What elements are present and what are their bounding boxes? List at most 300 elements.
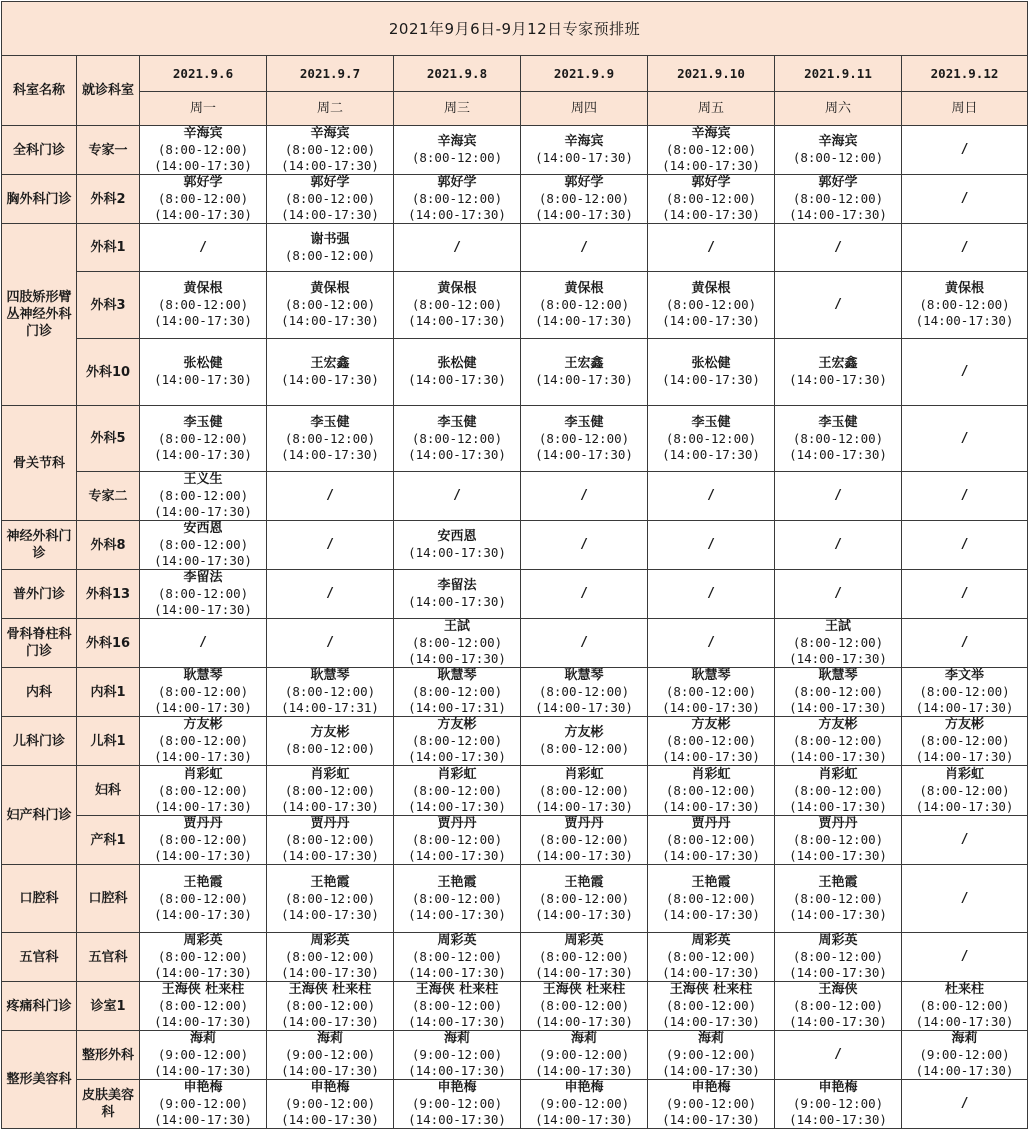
doctor-name: 肖彩虹 — [564, 766, 604, 782]
doctor-name: 周彩英 — [691, 933, 731, 948]
shift-time: (8:00-12:00) — [157, 430, 249, 446]
shift-time: (9:00-12:00) — [538, 1047, 630, 1062]
weekday-header: 周二 — [267, 92, 394, 126]
shift-time: (8:00-12:00) — [665, 733, 757, 748]
schedule-cell — [394, 1080, 521, 1129]
schedule-cell — [267, 570, 394, 619]
schedule-cell — [140, 816, 267, 865]
shift-time: (14:00-17:30) — [662, 848, 760, 863]
schedule-row — [2, 766, 1028, 816]
shift-time: (14:00-17:30) — [408, 906, 506, 922]
shift-time: (14:00-17:31) — [408, 700, 506, 715]
shift-time: (14:00-17:30) — [281, 798, 379, 814]
schedule-cell — [140, 272, 267, 339]
schedule-cell — [775, 570, 902, 619]
department-name: 口腔科 — [2, 865, 77, 933]
doctor-name: 谢书强 — [310, 231, 350, 247]
shift-time: (14:00-17:30) — [281, 1014, 379, 1029]
doctor-name: 方友彬 — [564, 725, 604, 740]
doctor-name: 海莉 — [697, 1031, 724, 1046]
shift-time: (14:00-17:30) — [535, 446, 633, 462]
shift-time: (8:00-12:00) — [665, 949, 757, 964]
shift-time: (8:00-12:00) — [538, 684, 630, 699]
shift-time: (14:00-17:30) — [535, 906, 633, 922]
department-name: 胸外科门诊 — [2, 175, 77, 224]
schedule-cell — [394, 406, 521, 472]
shift-time: (8:00-12:00) — [284, 142, 376, 157]
no-shift-mark: / — [960, 1096, 969, 1111]
shift-time: (14:00-17:30) — [154, 1063, 252, 1078]
schedule-cell — [267, 1080, 394, 1129]
no-shift-mark: / — [834, 586, 842, 601]
doctor-name: 王宏鑫 — [818, 356, 858, 371]
schedule-cell — [394, 175, 521, 224]
shift-time: (14:00-17:30) — [535, 313, 633, 328]
schedule-cell — [394, 619, 521, 668]
schedule-cell — [267, 175, 394, 224]
no-shift-mark: / — [834, 488, 842, 503]
no-shift-mark: / — [326, 488, 334, 503]
schedule-cell — [394, 982, 521, 1031]
department-name: 骨科脊柱科门诊 — [2, 619, 77, 668]
schedule-cell — [267, 406, 394, 472]
weekday-header: 周四 — [521, 92, 648, 126]
department-name: 整形美容科 — [2, 1031, 77, 1129]
doctor-name: 贾丹丹 — [818, 816, 858, 831]
date-header: 2021.9.9 — [521, 56, 648, 92]
doctor-name: 肖彩虹 — [437, 766, 477, 782]
schedule-cell — [648, 272, 775, 339]
doctor-name: 王艳霞 — [564, 874, 604, 890]
shift-time: (14:00-17:30) — [662, 1112, 760, 1127]
schedule-cell — [902, 472, 1028, 521]
shift-time: (8:00-12:00) — [411, 949, 503, 964]
shift-time: (14:00-17:30) — [662, 749, 760, 764]
shift-time: (8:00-12:00) — [157, 488, 249, 503]
schedule-row — [2, 339, 1028, 406]
shift-time: (14:00-17:30) — [662, 1063, 760, 1078]
doctor-name: 李留法 — [437, 578, 477, 593]
schedule-cell — [775, 717, 902, 766]
shift-time: (9:00-12:00) — [919, 1047, 1010, 1062]
schedule-cell — [648, 126, 775, 175]
doctor-name: 王宏鑫 — [310, 356, 350, 371]
shift-time: (14:00-17:30) — [915, 313, 1014, 328]
clinic-room: 外科10 — [77, 339, 140, 406]
schedule-cell — [775, 982, 902, 1031]
schedule-row — [2, 570, 1028, 619]
schedule-cell — [267, 668, 394, 717]
schedule-cell — [902, 272, 1028, 339]
schedule-cell — [521, 175, 648, 224]
doctor-name: 耿慧琴 — [183, 668, 223, 683]
doctor-name: 申艳梅 — [818, 1080, 858, 1095]
shift-time: (14:00-17:30) — [662, 906, 760, 922]
schedule-cell — [394, 668, 521, 717]
doctor-name: 申艳梅 — [183, 1080, 223, 1095]
doctor-name: 方友彬 — [310, 725, 350, 740]
date-header: 2021.9.7 — [267, 56, 394, 92]
no-shift-mark: / — [960, 430, 969, 446]
schedule-cell — [140, 865, 267, 933]
doctor-name: 耿慧琴 — [310, 668, 350, 683]
shift-time: (8:00-12:00) — [411, 890, 503, 906]
doctor-name: 辛海宾 — [564, 134, 604, 149]
shift-time: (14:00-17:30) — [408, 207, 506, 222]
shift-time: (14:00-17:30) — [154, 553, 252, 568]
schedule-cell — [775, 766, 902, 816]
department-name: 骨关节科 — [2, 406, 77, 521]
shift-time: (8:00-12:00) — [284, 782, 376, 798]
shift-time: (9:00-12:00) — [284, 1047, 376, 1062]
shift-time: (14:00-17:30) — [281, 446, 379, 462]
schedule-cell — [267, 982, 394, 1031]
schedule-cell — [775, 816, 902, 865]
schedule-cell — [775, 406, 902, 472]
schedule-row — [2, 224, 1028, 272]
shift-time: (14:00-17:30) — [154, 906, 252, 922]
doctor-name: 王海侠 — [818, 982, 858, 997]
shift-time: (14:00-17:30) — [662, 965, 760, 980]
date-header: 2021.9.12 — [902, 56, 1028, 92]
schedule-cell — [521, 339, 648, 406]
shift-time: (14:00-17:30) — [535, 798, 633, 814]
schedule-cell — [521, 619, 648, 668]
shift-time: (9:00-12:00) — [411, 1096, 503, 1111]
shift-time: (14:00-17:30) — [154, 446, 252, 462]
shift-time: (8:00-12:00) — [411, 635, 503, 650]
shift-time: (8:00-12:00) — [284, 890, 376, 906]
doctor-name: 郭好学 — [437, 175, 477, 190]
shift-time: (14:00-17:30) — [408, 749, 506, 764]
no-shift-mark: / — [326, 537, 334, 552]
header-clinic-room: 就诊科室 — [77, 56, 140, 126]
shift-time: (9:00-12:00) — [157, 1096, 249, 1111]
shift-time: (8:00-12:00) — [284, 247, 376, 263]
shift-time: (8:00-12:00) — [665, 142, 757, 157]
schedule-cell — [521, 933, 648, 982]
schedule-cell — [902, 933, 1028, 982]
no-shift-mark: / — [960, 191, 969, 206]
no-shift-mark: / — [960, 832, 969, 847]
schedule-row — [2, 472, 1028, 521]
shift-time: (14:00-17:30) — [662, 700, 760, 715]
doctor-name: 申艳梅 — [437, 1080, 477, 1095]
shift-time: (14:00-17:31) — [281, 700, 379, 715]
shift-time: (14:00-17:30) — [408, 594, 506, 609]
doctor-name: 辛海宾 — [818, 134, 858, 149]
schedule-cell — [267, 816, 394, 865]
shift-time: (14:00-17:30) — [789, 446, 887, 462]
shift-time: (8:00-12:00) — [284, 191, 376, 206]
doctor-name: 周彩英 — [183, 933, 223, 948]
shift-time: (14:00-17:30) — [408, 965, 506, 980]
schedule-row — [2, 406, 1028, 472]
shift-time: (8:00-12:00) — [792, 733, 884, 748]
schedule-cell — [902, 668, 1028, 717]
doctor-name: 周彩英 — [564, 933, 604, 948]
no-shift-mark: / — [707, 488, 715, 503]
doctor-name: 安西恩 — [437, 529, 477, 544]
doctor-name: 王海侠 杜来柱 — [542, 982, 626, 997]
shift-time: (8:00-12:00) — [665, 998, 757, 1013]
schedule-cell — [648, 1031, 775, 1080]
no-shift-mark: / — [199, 239, 207, 255]
schedule-cell — [902, 816, 1028, 865]
shift-time: (14:00-17:30) — [915, 749, 1014, 764]
doctor-name: 王宏鑫 — [564, 356, 604, 371]
schedule-table — [1, 1, 1028, 1129]
no-shift-mark: / — [834, 537, 842, 552]
schedule-cell — [140, 175, 267, 224]
weekday-header: 周三 — [394, 92, 521, 126]
shift-time: (14:00-17:30) — [789, 372, 887, 387]
doctor-name: 肖彩虹 — [691, 766, 731, 782]
doctor-name: 肖彩虹 — [183, 766, 223, 782]
shift-time: (8:00-12:00) — [411, 684, 503, 699]
clinic-room: 外科8 — [77, 521, 140, 570]
schedule-cell — [140, 570, 267, 619]
doctor-name: 王海侠 杜来柱 — [669, 982, 753, 997]
shift-time: (14:00-17:30) — [281, 965, 379, 980]
clinic-room: 外科3 — [77, 272, 140, 339]
clinic-room: 妇科 — [77, 766, 140, 816]
doctor-name: 申艳梅 — [310, 1080, 350, 1095]
shift-time: (14:00-17:30) — [408, 1063, 506, 1078]
schedule-cell — [140, 1080, 267, 1129]
shift-time: (14:00-17:30) — [281, 1063, 379, 1078]
schedule-cell — [775, 865, 902, 933]
shift-time: (8:00-12:00) — [792, 150, 884, 165]
shift-time: (8:00-12:00) — [538, 782, 630, 798]
schedule-cell — [140, 933, 267, 982]
schedule-cell — [140, 126, 267, 175]
doctor-name: 郭好学 — [691, 175, 731, 190]
shift-time: (8:00-12:00) — [411, 191, 503, 206]
doctor-name: 海莉 — [951, 1031, 978, 1046]
no-shift-mark: / — [707, 537, 715, 552]
no-shift-mark: / — [580, 239, 588, 255]
schedule-cell — [267, 865, 394, 933]
schedule-row — [2, 816, 1028, 865]
clinic-room: 外科5 — [77, 406, 140, 472]
shift-time: (8:00-12:00) — [792, 949, 884, 964]
no-shift-mark: / — [707, 586, 715, 601]
shift-time: (8:00-12:00) — [157, 832, 249, 847]
shift-time: (9:00-12:00) — [665, 1047, 757, 1062]
shift-time: (14:00-17:30) — [662, 446, 760, 462]
shift-time: (9:00-12:00) — [665, 1096, 757, 1111]
doctor-name: 张松健 — [437, 356, 477, 371]
shift-time: (14:00-17:30) — [154, 798, 252, 814]
doctor-name: 方友彬 — [818, 717, 858, 732]
schedule-cell — [521, 816, 648, 865]
shift-time: (14:00-17:30) — [154, 1112, 252, 1127]
doctor-name: 肖彩虹 — [310, 766, 350, 782]
doctor-name: 郭好学 — [818, 175, 858, 190]
schedule-cell — [521, 766, 648, 816]
doctor-name: 王艳霞 — [437, 874, 477, 890]
shift-time: (8:00-12:00) — [538, 297, 630, 312]
doctor-name: 王海侠 杜来柱 — [288, 982, 372, 997]
shift-time: (8:00-12:00) — [157, 890, 249, 906]
doctor-name: 张松健 — [183, 356, 223, 371]
department-name: 儿科门诊 — [2, 717, 77, 766]
shift-time: (14:00-17:30) — [154, 158, 252, 173]
schedule-cell — [521, 865, 648, 933]
shift-time: (14:00-17:30) — [281, 372, 379, 387]
shift-time: (14:00-17:30) — [535, 700, 633, 715]
no-shift-mark: / — [834, 1047, 842, 1062]
schedule-cell — [140, 521, 267, 570]
shift-time: (8:00-12:00) — [157, 586, 249, 601]
schedule-cell — [902, 766, 1028, 816]
schedule-cell — [521, 717, 648, 766]
doctor-name: 李玉健 — [818, 414, 858, 430]
schedule-row — [2, 668, 1028, 717]
no-shift-mark: / — [960, 537, 969, 552]
shift-time: (14:00-17:30) — [535, 207, 633, 222]
schedule-cell — [394, 717, 521, 766]
doctor-name: 王試 — [824, 619, 851, 634]
shift-time: (14:00-17:30) — [281, 848, 379, 863]
schedule-cell — [775, 175, 902, 224]
schedule-cell — [267, 619, 394, 668]
shift-time: (8:00-12:00) — [157, 142, 249, 157]
shift-time: (14:00-17:30) — [789, 798, 887, 814]
date-header: 2021.9.6 — [140, 56, 267, 92]
no-shift-mark: / — [453, 239, 461, 255]
doctor-name: 李玉健 — [691, 414, 731, 430]
schedule-cell — [775, 619, 902, 668]
schedule-cell — [394, 570, 521, 619]
department-name: 五官科 — [2, 933, 77, 982]
shift-time: (8:00-12:00) — [665, 297, 757, 312]
no-shift-mark: / — [580, 488, 588, 503]
schedule-cell — [902, 521, 1028, 570]
schedule-cell — [267, 472, 394, 521]
shift-time: (14:00-17:30) — [408, 1014, 506, 1029]
shift-time: (9:00-12:00) — [157, 1047, 249, 1062]
doctor-name: 贾丹丹 — [310, 816, 350, 831]
schedule-cell — [902, 175, 1028, 224]
schedule-cell — [521, 1080, 648, 1129]
doctor-name: 辛海宾 — [183, 126, 223, 141]
department-name: 妇产科门诊 — [2, 766, 77, 865]
shift-time: (14:00-17:30) — [915, 1014, 1014, 1029]
shift-time: (14:00-17:30) — [154, 1014, 252, 1029]
no-shift-mark: / — [707, 635, 715, 650]
shift-time: (8:00-12:00) — [792, 191, 884, 206]
shift-time: (14:00-17:30) — [408, 798, 506, 814]
department-name: 四肢矫形臂丛神经外科门诊 — [2, 224, 77, 406]
shift-time: (14:00-17:30) — [915, 700, 1014, 715]
schedule-cell — [267, 933, 394, 982]
weekday-header: 周一 — [140, 92, 267, 126]
shift-time: (14:00-17:30) — [154, 749, 252, 764]
page-title: 2021年9月6日-9月12日专家预排班 — [2, 2, 1028, 56]
schedule-cell — [267, 224, 394, 272]
doctor-name: 贾丹丹 — [183, 816, 223, 831]
schedule-cell — [775, 1080, 902, 1129]
shift-time: (14:00-17:30) — [535, 1063, 633, 1078]
doctor-name: 黄保根 — [183, 281, 223, 296]
clinic-room: 外科13 — [77, 570, 140, 619]
clinic-room: 外科1 — [77, 224, 140, 272]
shift-time: (14:00-17:30) — [281, 1112, 379, 1127]
doctor-name: 郭好学 — [183, 175, 223, 190]
schedule-cell — [521, 272, 648, 339]
shift-time: (14:00-17:30) — [789, 700, 887, 715]
shift-time: (14:00-17:30) — [408, 372, 506, 387]
schedule-cell — [648, 339, 775, 406]
schedule-cell — [775, 224, 902, 272]
doctor-name: 周彩英 — [437, 933, 477, 948]
department-name: 普外门诊 — [2, 570, 77, 619]
schedule-cell — [902, 982, 1028, 1031]
schedule-row — [2, 175, 1028, 224]
schedule-cell — [648, 865, 775, 933]
doctor-name: 王艳霞 — [691, 874, 731, 890]
shift-time: (8:00-12:00) — [919, 733, 1010, 748]
doctor-name: 王义生 — [183, 472, 223, 487]
shift-time: (8:00-12:00) — [665, 890, 757, 906]
schedule-cell — [394, 272, 521, 339]
doctor-name: 王海侠 杜来柱 — [415, 982, 499, 997]
shift-time: (8:00-12:00) — [284, 949, 376, 964]
clinic-room: 诊室1 — [77, 982, 140, 1031]
doctor-name: 肖彩虹 — [818, 766, 858, 782]
schedule-row — [2, 1031, 1028, 1080]
doctor-name: 安西恩 — [183, 521, 223, 536]
schedule-cell — [648, 406, 775, 472]
schedule-cell — [140, 668, 267, 717]
clinic-room: 外科2 — [77, 175, 140, 224]
clinic-room: 五官科 — [77, 933, 140, 982]
doctor-name: 方友彬 — [945, 717, 985, 732]
shift-time: (14:00-17:30) — [535, 150, 633, 165]
no-shift-mark: / — [960, 635, 969, 650]
schedule-cell — [394, 126, 521, 175]
shift-time: (14:00-17:30) — [154, 372, 252, 387]
schedule-cell — [902, 619, 1028, 668]
schedule-cell — [140, 1031, 267, 1080]
schedule-cell — [394, 339, 521, 406]
clinic-room: 产科1 — [77, 816, 140, 865]
date-header: 2021.9.11 — [775, 56, 902, 92]
doctor-name: 肖彩虹 — [945, 766, 985, 782]
schedule-cell — [521, 521, 648, 570]
schedule-cell — [775, 668, 902, 717]
doctor-name: 李玉健 — [310, 414, 350, 430]
no-shift-mark: / — [453, 488, 461, 503]
doctor-name: 耿慧琴 — [691, 668, 731, 683]
shift-time: (8:00-12:00) — [411, 998, 503, 1013]
schedule-cell — [775, 1031, 902, 1080]
doctor-name: 李文举 — [945, 668, 985, 683]
schedule-cell — [902, 1031, 1028, 1080]
schedule-row — [2, 619, 1028, 668]
schedule-cell — [394, 933, 521, 982]
date-header: 2021.9.8 — [394, 56, 521, 92]
schedule-cell — [394, 865, 521, 933]
header-dept-name: 科室名称 — [2, 56, 77, 126]
shift-time: (8:00-12:00) — [792, 890, 884, 906]
schedule-cell — [267, 126, 394, 175]
shift-time: (14:00-17:30) — [915, 1063, 1014, 1078]
schedule-cell — [902, 406, 1028, 472]
shift-time: (14:00-17:30) — [154, 504, 252, 519]
